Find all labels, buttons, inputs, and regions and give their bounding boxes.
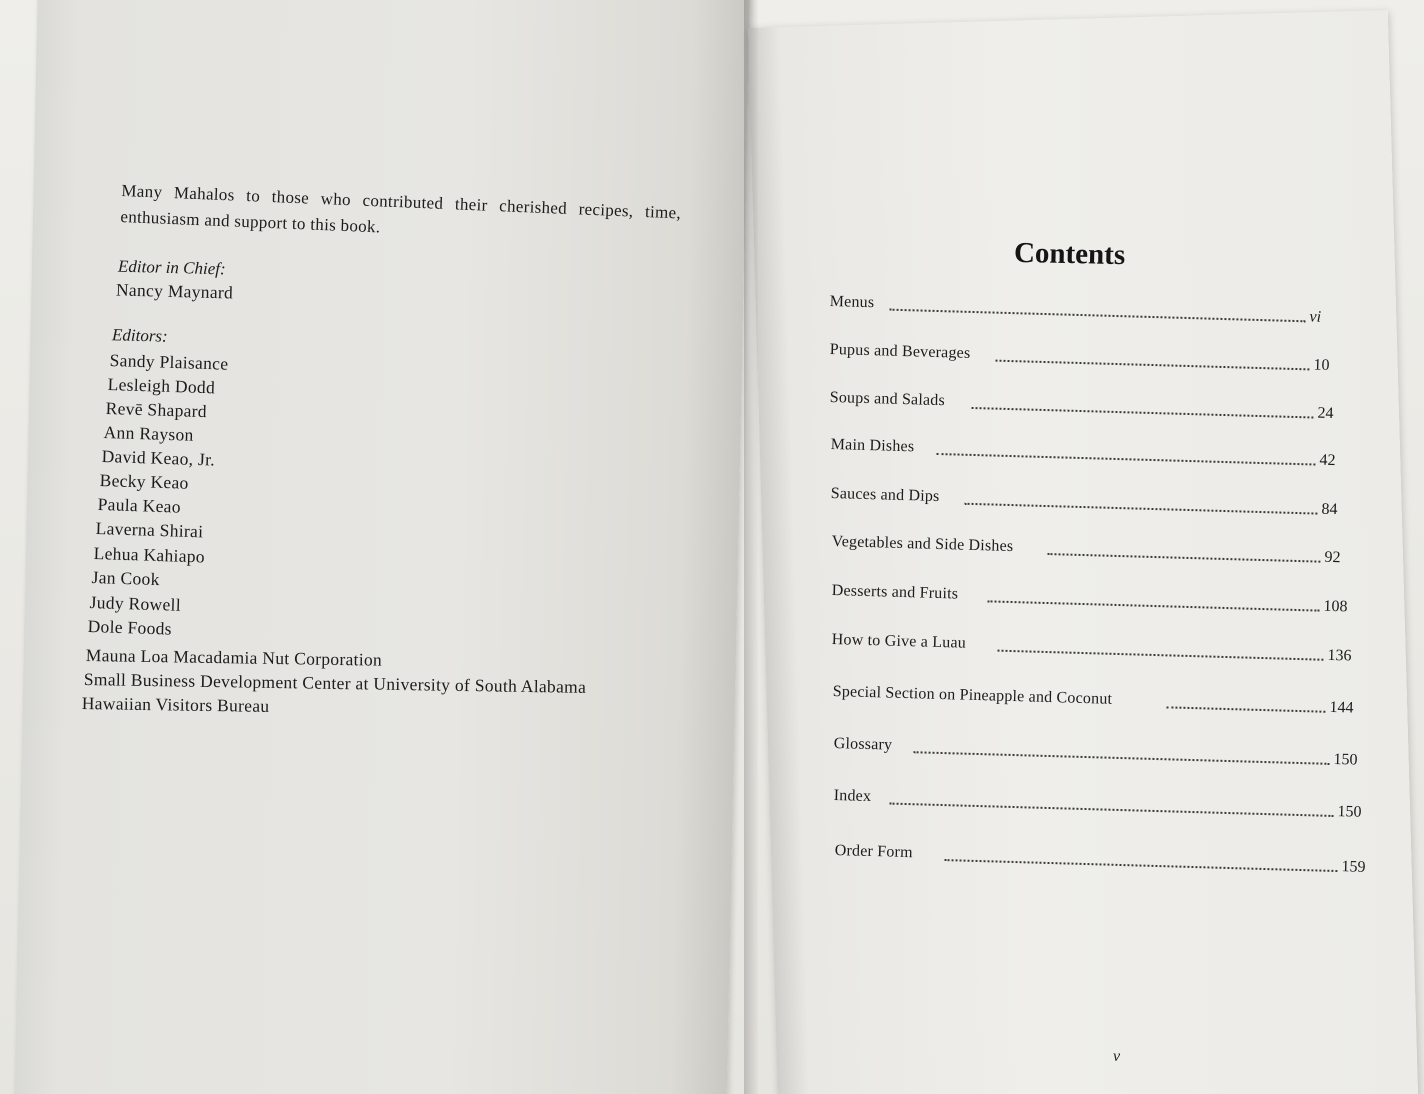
toc-entry-page: 159 <box>1341 858 1366 876</box>
toc-entry-page: 150 <box>1333 750 1358 769</box>
toc-entry-page: 136 <box>1327 646 1352 665</box>
toc-entry-page: vi <box>1309 308 1322 326</box>
toc-entry-page: 92 <box>1324 548 1341 567</box>
editor-in-chief-name: Nancy Maynard <box>115 279 234 303</box>
book-gutter <box>744 0 758 1094</box>
editor-name: Lesleigh Dodd <box>107 374 216 398</box>
editor-name: Jan Cook <box>91 567 160 590</box>
toc-entry-label: Pupus and Beverages <box>829 341 971 362</box>
toc-leader-dots <box>965 503 1318 515</box>
toc-leader-dots <box>1166 706 1325 712</box>
editors-label: Editors: <box>111 325 168 346</box>
editor-name: Small Business Development Center at University of South Alabama <box>83 669 587 697</box>
toc-entry-page: 108 <box>1323 597 1348 616</box>
toc-entry-page: 150 <box>1337 803 1362 821</box>
toc-entry-label: Menus <box>829 293 875 312</box>
toc-entry-label: Desserts and Fruits <box>831 582 959 603</box>
editor-name: Hawaiian Visitors Bureau <box>81 693 270 716</box>
toc-entry-label: Vegetables and Side Dishes <box>831 533 1014 556</box>
editor-name: Revē Shapard <box>105 398 208 422</box>
editor-name: Becky Keao <box>99 470 189 493</box>
acknowledgement-text: Many Mahalos to those who contributed their cherished recipes, time, enthusiasm and support to this book. <box>120 180 682 237</box>
contents-title: Contents <box>1013 236 1126 272</box>
toc-entry-label: Main Dishes <box>830 436 915 456</box>
editor-name: Lehua Kahiapo <box>93 543 206 567</box>
editor-name: Paula Keao <box>97 494 182 517</box>
editor-name: Laverna Shirai <box>95 518 204 542</box>
toc-leader-dots <box>987 600 1319 611</box>
toc-entry-label: Index <box>833 787 872 806</box>
toc-leader-dots <box>995 360 1309 371</box>
toc-entry-label: Glossary <box>833 735 893 754</box>
toc-entry-label: Soups and Salads <box>829 389 946 410</box>
editor-name: Ann Rayson <box>103 422 194 445</box>
editor-name: Dole Foods <box>87 616 173 639</box>
toc-entry-page: 10 <box>1313 356 1330 374</box>
toc-leader-dots <box>971 407 1313 419</box>
editor-name: Judy Rowell <box>89 592 182 615</box>
toc-leader-dots <box>1047 553 1320 563</box>
toc-entry-page: 42 <box>1319 451 1336 470</box>
toc-leader-dots <box>890 309 1306 323</box>
toc-entry-page: 144 <box>1329 698 1354 717</box>
toc-entry-page: 84 <box>1321 500 1338 519</box>
toc-entry-label: How to Give a Luau <box>831 631 967 652</box>
toc-leader-dots <box>945 859 1338 872</box>
toc-entry-label: Order Form <box>834 842 913 862</box>
toc-leader-dots <box>914 751 1330 765</box>
toc-entry-page: 24 <box>1317 404 1334 423</box>
toc-leader-dots <box>937 453 1316 466</box>
toc-entry-label: Sauces and Dips <box>830 485 940 506</box>
toc-leader-dots <box>890 803 1334 817</box>
editor-name: Mauna Loa Macadamia Nut Corporation <box>85 645 383 670</box>
editor-name: Sandy Plaisance <box>109 350 229 374</box>
page-number: v <box>1113 1048 1121 1065</box>
editor-in-chief-label: Editor in Chief: <box>117 256 226 279</box>
toc-entry-label: Special Section on Pineapple and Coconut <box>832 683 1113 708</box>
toc-leader-dots <box>997 650 1323 661</box>
editor-name: David Keao, Jr. <box>101 446 216 470</box>
